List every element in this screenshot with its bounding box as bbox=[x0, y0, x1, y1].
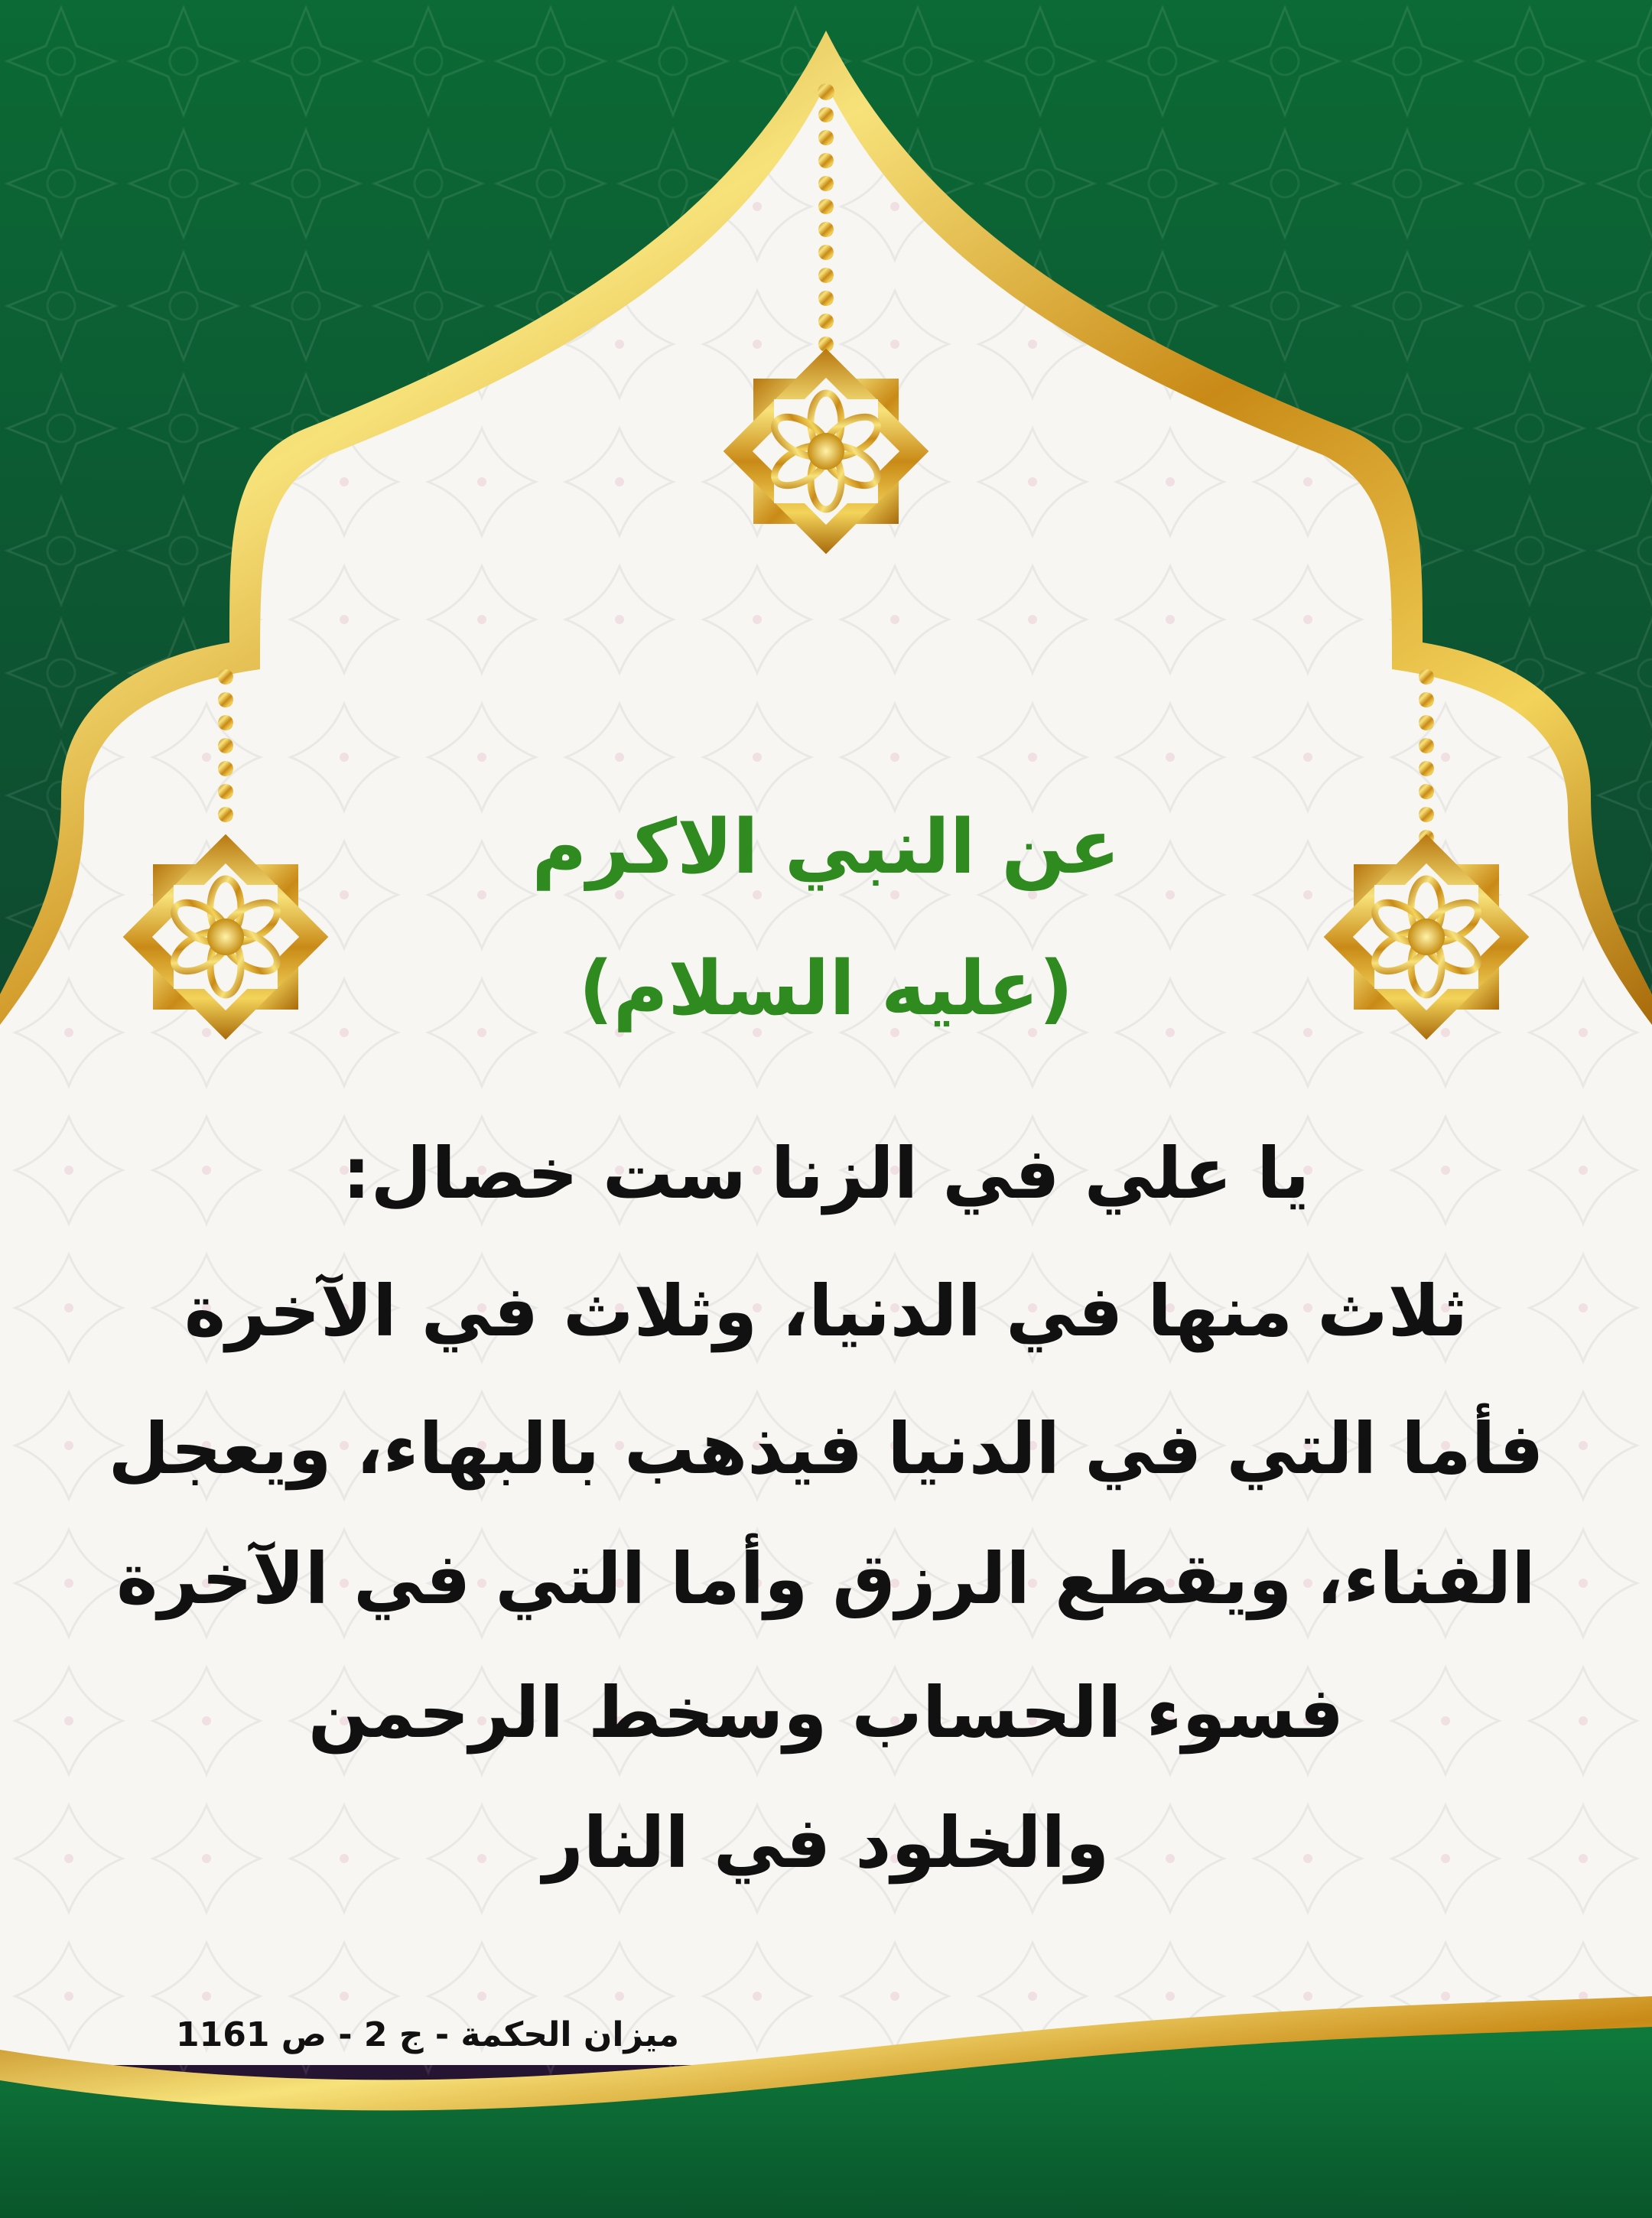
body-line-6: والخلود في النار bbox=[542, 1802, 1110, 1884]
body-line-3: فأما التي في الدنيا فيذهب بالبهاء، ويعجل bbox=[108, 1408, 1544, 1490]
source-citation: ميزان الحكمة - ج 2 - ص 1161 bbox=[176, 2015, 680, 2054]
body-line-4: الفناء، ويقطع الرزق وأما التي في الآخرة bbox=[116, 1538, 1536, 1620]
body-line-5: فسوء الحساب وسخط الرحمن bbox=[307, 1672, 1345, 1754]
body-line-1: يا علي في الزنا ست خصال: bbox=[342, 1133, 1310, 1215]
heading-line-1: عن النبي الاكرم bbox=[532, 804, 1120, 891]
body-line-2: ثلاث منها في الدنيا، وثلاث في الآخرة bbox=[184, 1270, 1468, 1352]
heading-line-2: (عليه السلام) bbox=[578, 945, 1074, 1033]
star-lantern-icon bbox=[724, 349, 929, 554]
